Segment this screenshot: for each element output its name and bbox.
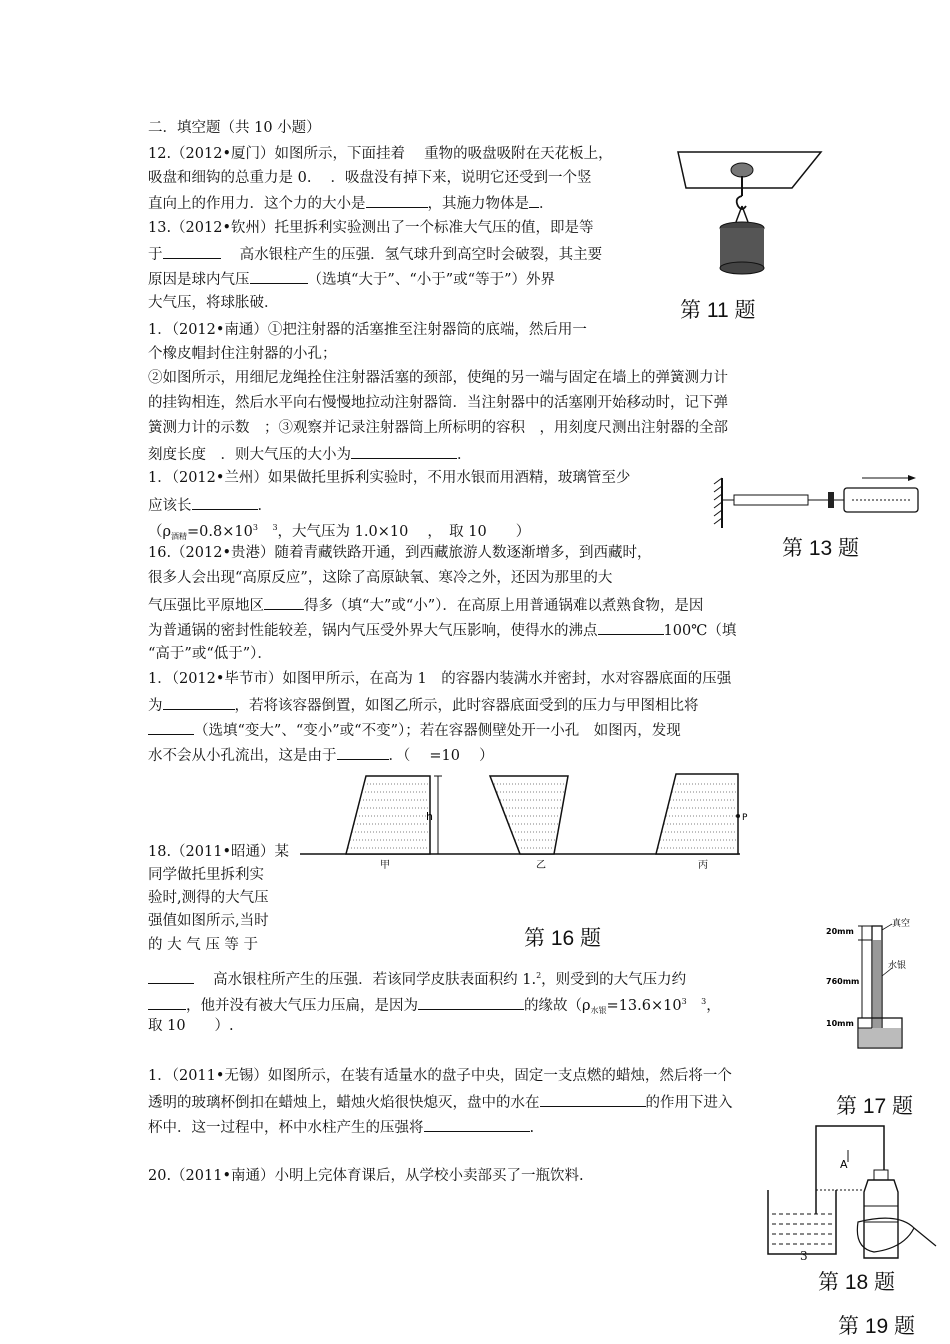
blank xyxy=(529,192,539,208)
q16-line1: 16.（2012•贵港）随着青藏铁路开通，到西藏旅游人数逐渐增多，到西藏时， xyxy=(148,545,652,561)
q14-line1: 1．（2012•南通）①把注射器的活塞推至注射器筒的底端，然后用一 xyxy=(148,322,587,338)
q17-line3: （选填“变大”、“变小”或“不变”）；若在容器侧壁处开一小孔 如图丙，发现 xyxy=(148,719,681,741)
blank xyxy=(148,994,186,1010)
blank xyxy=(366,192,428,208)
q14-line5: 簧测力计的示数 ；③观察并记录注射器筒上所标明的容积 ，用刻度尺测出注射器的全部 xyxy=(148,420,728,436)
fig16-label-a: 甲 xyxy=(380,860,390,871)
q12-line1: 12.（2012•厦门）如图所示，下面挂着 重物的吸盘吸附在天花板上， xyxy=(148,146,613,162)
blank xyxy=(418,994,524,1010)
q12-line3: 直向上的作用力．这个力的大小是 ，其施力物体是 ． xyxy=(148,192,554,214)
caption-18: 第 18 题 xyxy=(818,1271,896,1294)
caption-11: 第 11 题 xyxy=(680,299,756,322)
blank xyxy=(148,719,194,735)
blank xyxy=(337,744,389,760)
fig18-label: A xyxy=(840,1158,848,1171)
caption-17: 第 17 题 xyxy=(836,1095,914,1118)
blank xyxy=(351,443,457,459)
figure-17-barometer xyxy=(826,906,938,1056)
blank xyxy=(540,1091,646,1107)
caption-19: 第 19 题 xyxy=(838,1315,916,1338)
q16-line5: “高于”或“低于”）． xyxy=(148,646,272,662)
q19-line3: 杯中．这一过程中，杯中水柱产生的压强将 . xyxy=(148,1116,534,1138)
section-title: 二．填空题（共 10 小题） xyxy=(148,120,321,136)
q18-line5: 的 大 气 压 等 于 xyxy=(148,937,259,953)
q14-line6: 刻度长度 ．则大气压的大小为 ． xyxy=(148,443,472,465)
q13-line3: 原因是球内气压 （选填“大于”、“小于”或“等于”）外界 xyxy=(148,268,555,290)
caption-13: 第 13 题 xyxy=(782,537,860,560)
q18-line8: 取 10 ）. xyxy=(148,1018,234,1034)
q17-line2: 为 ，若将该容器倒置，如图乙所示，此时容器底面受到的压力与甲图相比将 xyxy=(148,694,699,716)
q15-line2: 应该长 ． xyxy=(148,494,272,516)
q16-line3: 气压强比平原地区 得多（填“大”或“小”）．在高原上用普通锅难以煮熟食物，是因 xyxy=(148,594,703,616)
q13-line4: 大气压，将球胀破． xyxy=(148,295,279,311)
caption-16: 第 16 题 xyxy=(524,927,602,950)
q15-line3: （$\rho_{酒精}=0.8\times 10^3$ $^3$，大气压为 1.0×10 ， 取 10 ） xyxy=(148,523,531,541)
fig17-vacuum-label: 真空 xyxy=(892,919,911,929)
q14-line3: ②如图所示，用细尼龙绳拴住注射器活塞的颈部，使绳的另一端与固定在墙上的弹簧测力计 xyxy=(148,370,728,386)
blank xyxy=(264,594,304,610)
q18-line1: 18.（2011•昭通）某 xyxy=(148,844,290,860)
figure-11-suction-cup xyxy=(676,150,822,290)
blank xyxy=(250,268,308,284)
q12-line2: 吸盘和细钩的总重力是 0. ．吸盘没有掉下来，说明它还受到一个竖 xyxy=(148,170,592,186)
fig16-h-label: h xyxy=(426,810,433,823)
figure-13-syringe xyxy=(712,470,924,530)
fig17-10mm: 10mm xyxy=(826,1019,854,1028)
fig16-p-label: P xyxy=(742,813,748,823)
figure-19-bottle xyxy=(766,1166,938,1264)
q15-line1: 1．（2012•兰州）如果做托里拆利实验时，不用水银而用酒精，玻璃管至少 xyxy=(148,470,631,486)
q17-line4: 水不会从小孔流出，这是由于 ．（ =10 ） xyxy=(148,744,494,766)
q17-line1: 1．（2012•毕节市）如图甲所示，在高为 1 的容器内装满水并密封，水对容器底面的压强 xyxy=(148,671,732,687)
blank xyxy=(163,694,235,710)
fig17-760mm: 760mm xyxy=(826,977,860,986)
q16-line2: 很多人会出现“高原反应”，这除了高原缺氧、寒冷之外，还因为那里的大 xyxy=(148,570,613,586)
fig17-20mm: 20mm xyxy=(826,927,854,936)
q14-line2: 个橡皮帽封住注射器的小孔； xyxy=(148,346,337,362)
q14-line4: 的挂钩相连，然后水平向右慢慢地拉动注射器筒．当注射器中的活塞刚开始移动时，记下弹 xyxy=(148,395,728,411)
figure-16-containers xyxy=(300,770,748,871)
blank xyxy=(148,968,194,984)
blank xyxy=(424,1116,530,1132)
q18-line4: 强值如图所示,当时 xyxy=(148,913,269,929)
fig17-mercury-label: 水银 xyxy=(888,961,907,971)
q19-line2: 透明的玻璃杯倒扣在蜡烛上，蜡烛火焰很快熄灭，盘中的水在 的作用下进入 xyxy=(148,1091,733,1113)
fig16-label-c: 丙 xyxy=(698,860,708,871)
q13-line2: 于 高水银柱产生的压强．氢气球升到高空时会破裂，其主要 xyxy=(148,243,602,265)
q19-line1: 1．（2011•无锡）如图所示，在装有适量水的盘子中央，固定一支点燃的蜡烛，然后将一个 xyxy=(148,1068,732,1084)
q18-line7: ，他并没有被大气压力压扁，是因为 的缘故（$\rho_{水银}=13.6\times 10^3$ $^3$， xyxy=(148,992,721,1021)
q18-line6: 高水银柱所产生的压强．若该同学皮肤表面积约 1.$^2$，则受到的大气压力约 xyxy=(148,966,686,990)
blank xyxy=(192,494,258,510)
page-number: 3 xyxy=(800,1249,808,1263)
blank xyxy=(163,243,221,259)
q16-line4: 为普通锅的密封性能较差，锅内气压受外界大气压影响，使得水的沸点 100℃（填 xyxy=(148,619,736,641)
fig16-label-b: 乙 xyxy=(536,860,546,871)
q13-line1: 13.（2012•钦州）托里拆利实验测出了一个标准大气压的值，即是等 xyxy=(148,220,594,236)
q18-line2: 同学做托里拆利实 xyxy=(148,867,264,883)
q20-line1: 20.（2011•南通）小明上完体育课后，从学校小卖部买了一瓶饮料. xyxy=(148,1168,584,1184)
blank xyxy=(598,619,664,635)
q18-line3: 验时,测得的大气压 xyxy=(148,890,269,906)
